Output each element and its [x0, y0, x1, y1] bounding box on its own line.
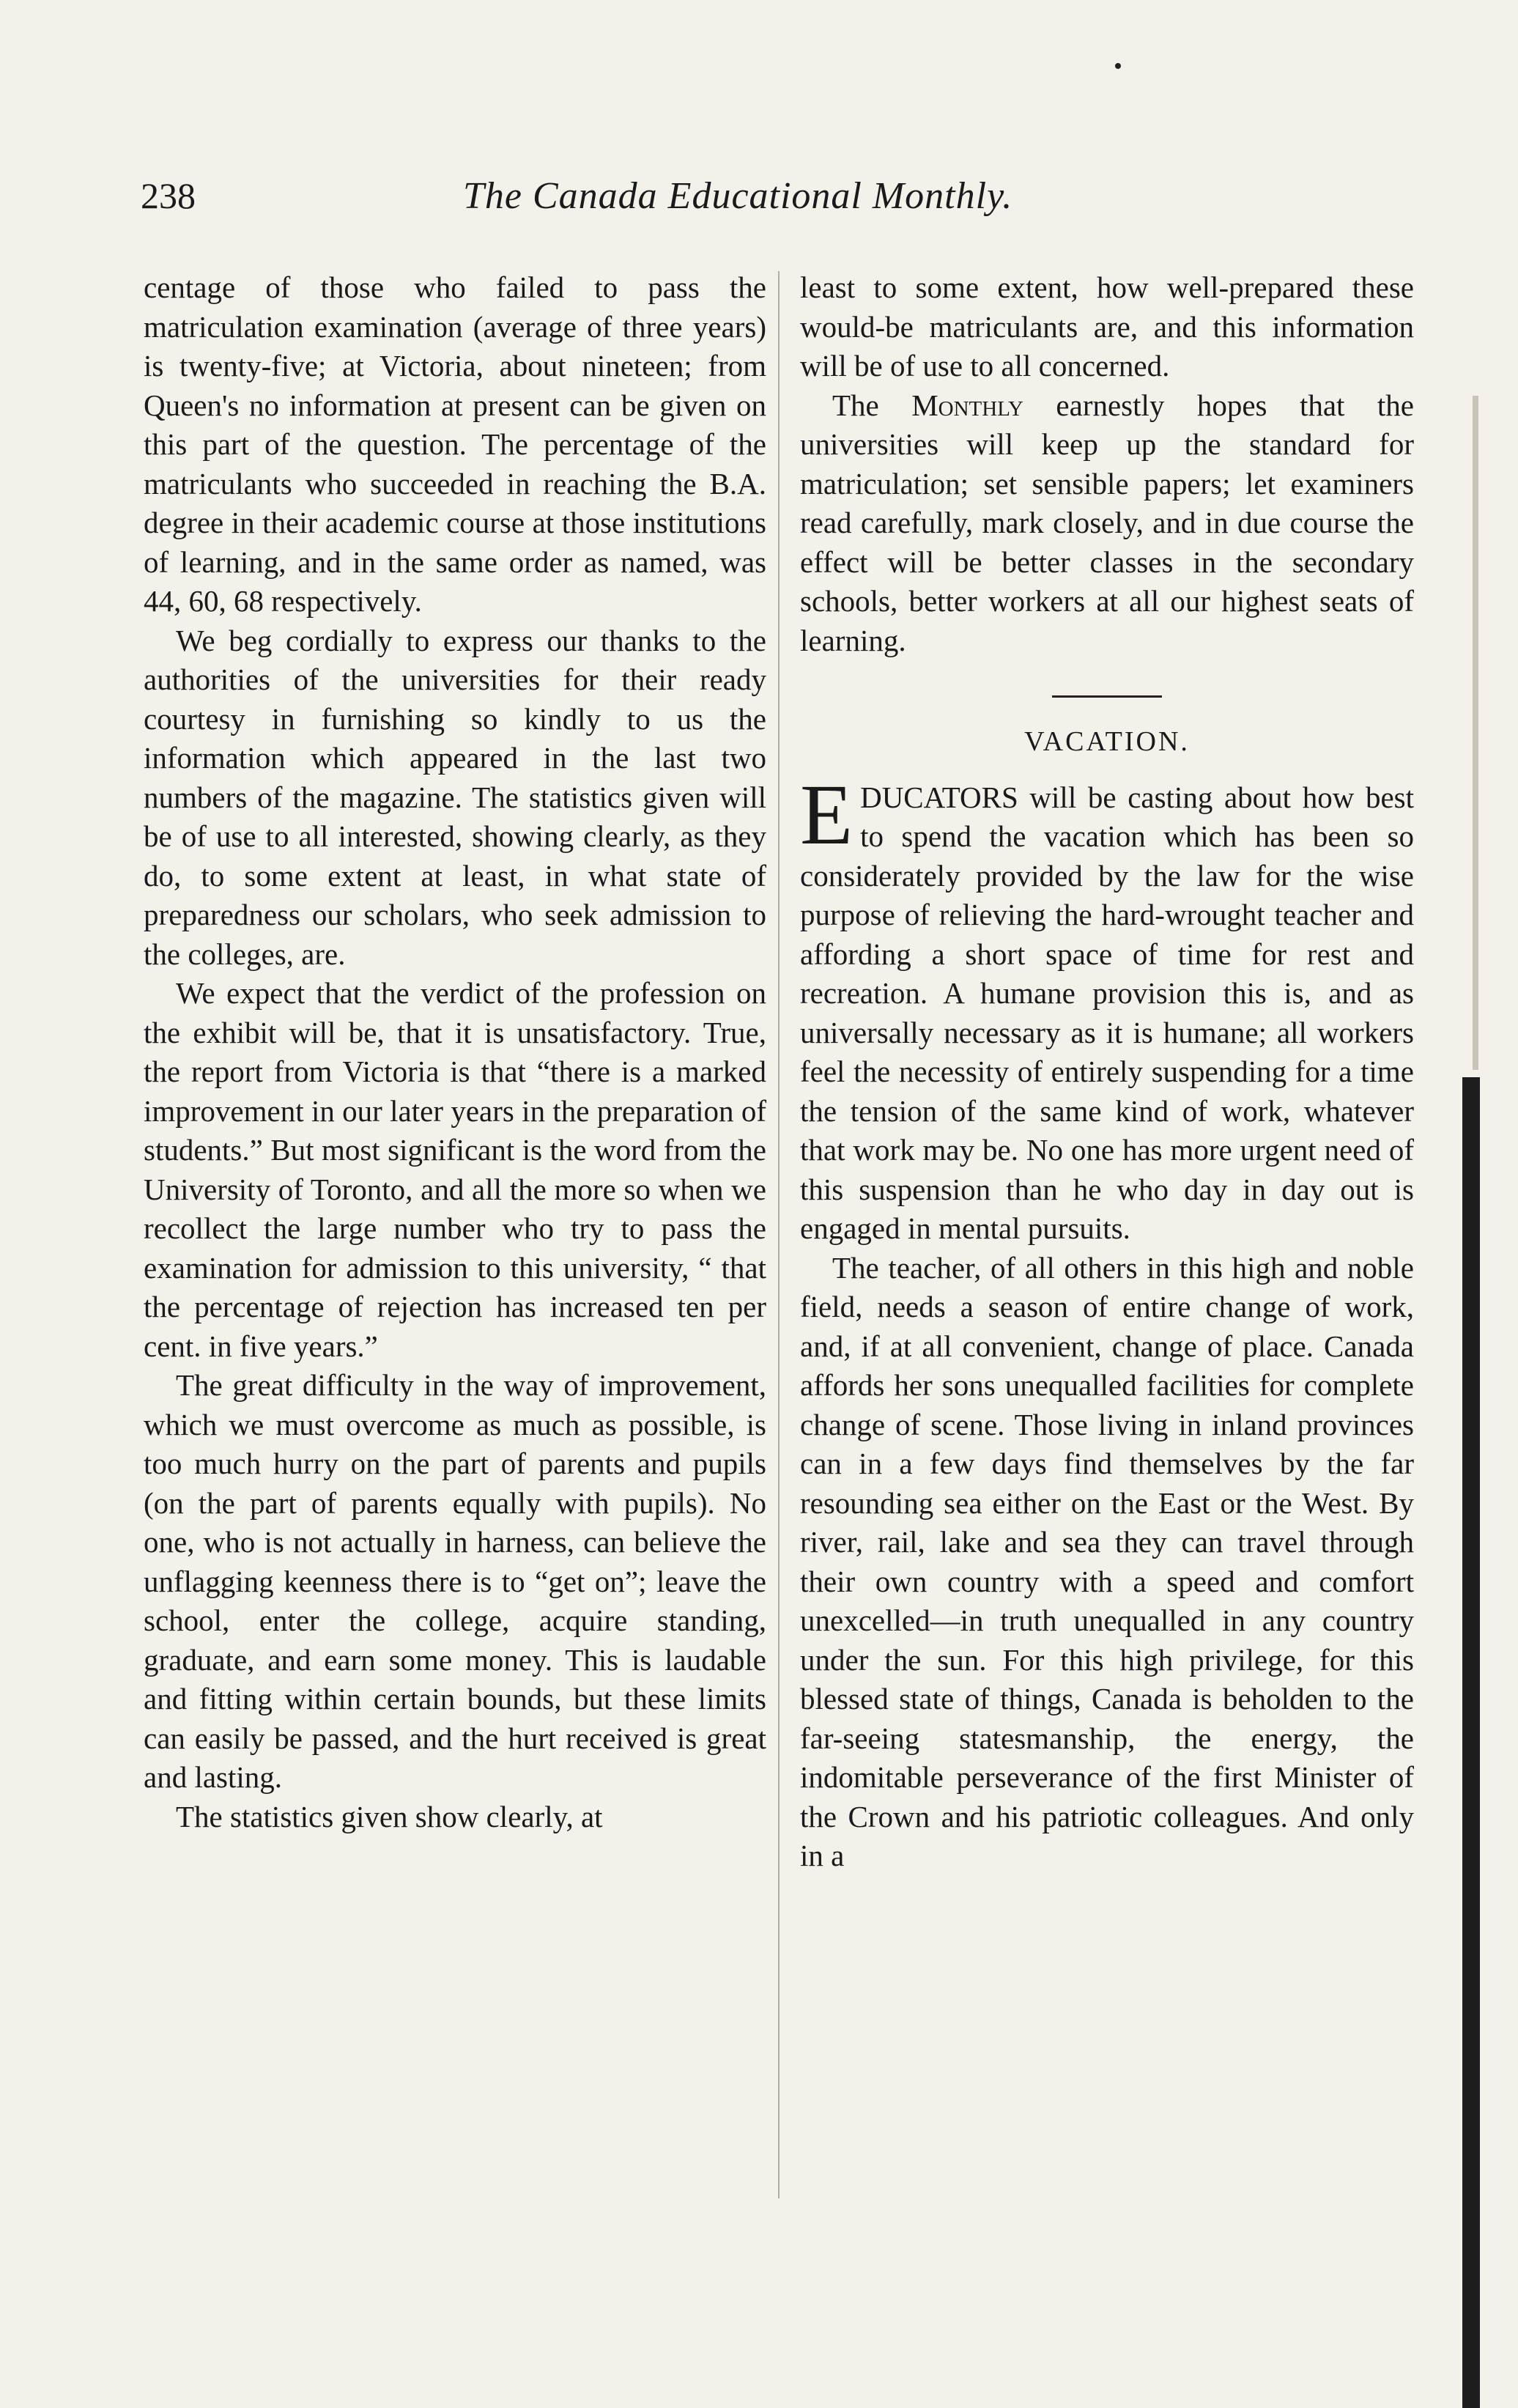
- paragraph: The statistics given show clearly, at: [176, 1799, 603, 1833]
- paragraph: least to some extent, how well-prepared these would-be matriculants are, and this information will be of use to all concerned.: [800, 270, 1414, 383]
- paragraph: centage of those who failed to pass the matriculation examination (average of three years) is twenty-five; at Victoria, about nineteen; from Queen's no information at present can be given on this part of the question. The percentage of the matriculants who succeeded in reaching the B.A. degree in their academic course at those institutions of learning, and in the same order as named, was 44, 60, 68 respectively.: [144, 270, 766, 618]
- paragraph: [800, 766, 1414, 1249]
- print-speck: [1115, 63, 1121, 69]
- paragraph: [800, 386, 1414, 661]
- right-column: [800, 268, 1414, 1876]
- page-edge-binding: [1462, 1077, 1480, 2408]
- paragraph-rest: earnestly hopes that the universities will keep up the standard for matriculation; set sensible papers; let examiners read carefully, mark closely, and in due course the effect will be better classes in the secondary schools, better workers at all our highest seats of learning.: [800, 388, 1414, 657]
- section-title: VACATION.: [1024, 726, 1190, 757]
- page-edge-shadow: [1473, 396, 1478, 1070]
- paragraph: We beg cordially to express our thanks to the authorities of the universities for their ready courtesy in furnishing so kindly to us the information which appeared in the last two numbers of the magazine. The statistics given will be of use to all interested, showing clearly, as they do, to some extent at least, in what state of preparedness our scholars, who seek admission to the colleges, are.: [144, 623, 766, 971]
- paragraph-text: DUCATORS will be casting about how best to spend the vacation which has been so considerately provided by the law for the wise purpose of relieving the hard-wrought teacher and affording a short space of time for rest and recreation. A humane provision this is, and as universally necessary as it is humane; all workers feel the necessity of entirely suspending for a time the tension of the same kind of work, whatever that work may be. No one has more urgent need of this suspension than he who day in day out is engaged in mental pursuits.: [800, 780, 1414, 1245]
- section-rule: [1052, 695, 1162, 698]
- monthly-smallcaps: Monthly: [911, 388, 1023, 422]
- drop-cap: E: [800, 766, 854, 863]
- column-divider: [778, 271, 780, 2198]
- paragraph: The teacher, of all others in this high and noble field, needs a season of entire change of work, and, if at all convenient, change of place. Canada affords her sons unequalled facilities for complete change of scene. Those living in inland provinces can in a few days find themselves by the far resounding sea either on the East or the West. By river, rail, lake and sea they can travel through their own country with a speed and comfort unexcelled—in truth unequalled in any country under the sun. For this high privilege, for this blessed state of things, Canada is beholden to the far-seeing statesmanship, the energy, the indomitable perseverance of the first Minister of the Crown and his patriotic colleagues. And only in a: [800, 1250, 1414, 1872]
- page-number: 238: [141, 175, 196, 216]
- paragraph-prefix: The: [832, 388, 912, 422]
- paragraph: We expect that the verdict of the profession on the exhibit will be, that it is unsatisfactory. True, the report from Victoria is that “there is a marked improvement in our later years in the preparation of students.” But most significant is the word from the University of Toronto, and all the more so when we recollect the large number who try to pass the examination for admission to this university, “ that the percentage of rejection has increased ten per cent. in five years.”: [144, 976, 766, 1363]
- page-header: [141, 174, 1408, 233]
- paragraph: The great difficulty in the way of improvement, which we must overcome as much as possible, is too much hurry on the part of parents and pupils (on the part of parents equally with pupils). No one, who is not actually in harness, can believe the unflagging keenness there is to “get on”; leave the school, enter the college, acquire standing, graduate, and earn some money. This is laudable and fitting within certain bounds, but these limits can easily be passed, and the hurt received is great and lasting.: [144, 1368, 766, 1794]
- left-column: [144, 268, 766, 1836]
- running-title: The Canada Educational Monthly.: [463, 175, 1013, 217]
